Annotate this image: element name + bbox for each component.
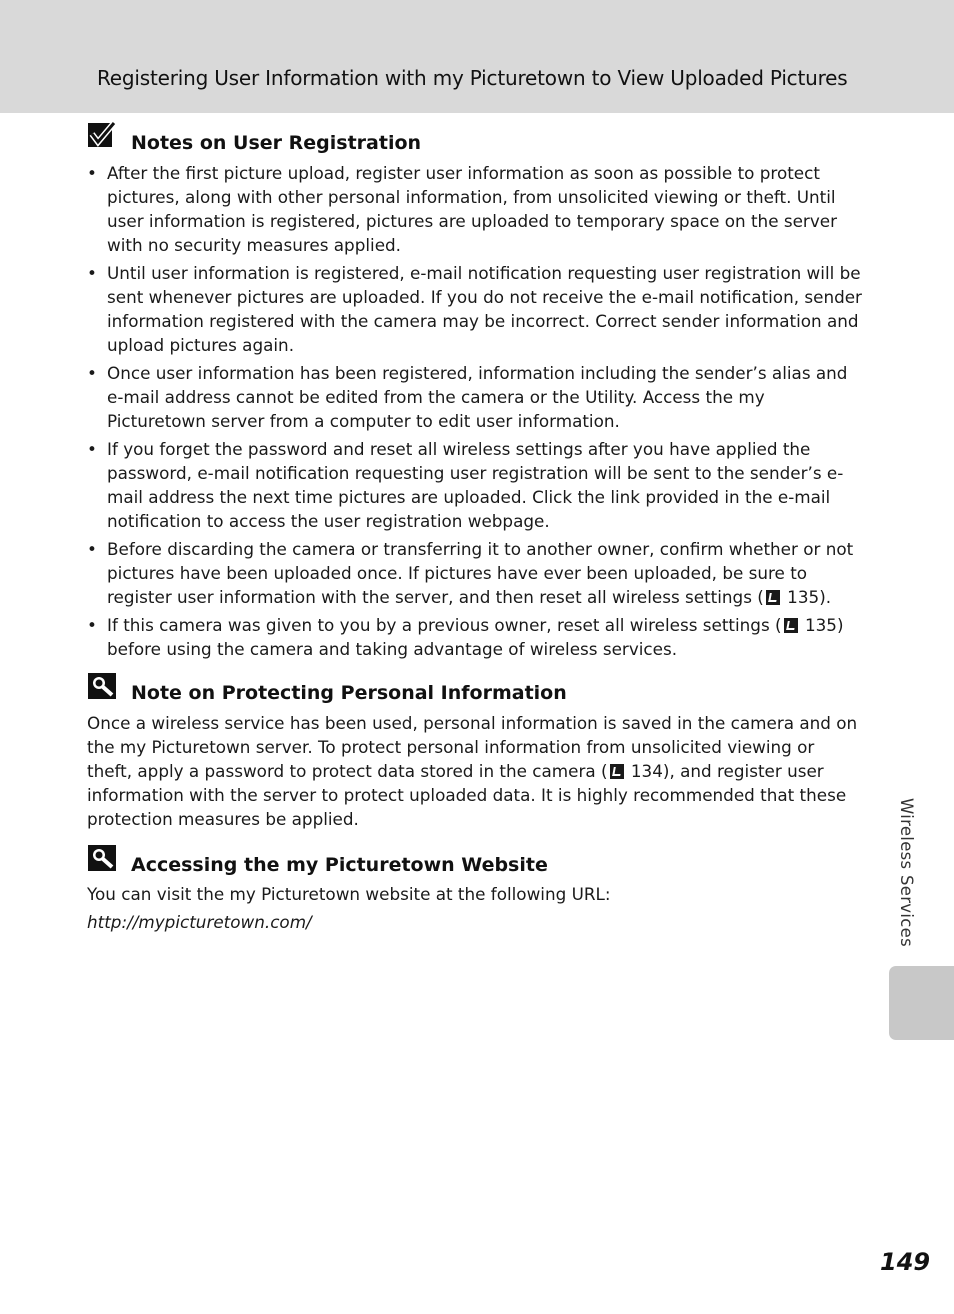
page-header <box>0 0 954 113</box>
page-reference-icon <box>610 764 624 779</box>
magnifier-icon <box>87 672 119 702</box>
side-section-label: Wireless Services <box>897 798 916 947</box>
page-reference-icon <box>766 590 780 605</box>
notes-title: Notes on User Registration <box>131 132 422 154</box>
list-item: • Once user information has been registered, information including the sender’s alias and e-mail address cannot be edited from the camera or the Utility. Access the my Picturetown server from a computer to edit user information. <box>87 363 848 431</box>
checkmark-icon <box>87 122 119 152</box>
notes-heading <box>87 122 863 156</box>
magnifier-icon <box>87 844 119 874</box>
notes-section <box>87 122 863 665</box>
side-tab <box>889 966 954 1040</box>
page-number: 149 <box>880 1248 931 1276</box>
website-heading <box>87 844 863 878</box>
protect-heading <box>87 672 863 706</box>
list-item: • If this camera was given to you by a previous owner, reset all wireless settings ( 135) before using the camera and taking advantage of wireless services. <box>87 615 844 659</box>
page-reference: 135 <box>787 587 820 607</box>
list-item: • If you forget the password and reset all wireless settings after you have applied the password, e-mail notification requesting user registration will be sent to the sender’s e-mail address the next time pictures are uploaded. Click the link provided in the e-mail notification to access the user registration webpage. <box>87 439 844 531</box>
list-item: • Until user information is registered, e-mail notification requesting user registration will be sent whenever pictures are uploaded. If you do not receive the e-mail notification, sender information registered with the camera may be incorrect. Correct sender information and upload pictures again. <box>87 263 862 355</box>
website-url[interactable]: http://mypicturetown.com/ <box>87 912 312 932</box>
page-reference: 135 <box>804 615 837 635</box>
list-item: • After the first picture upload, register user information as soon as possible to protect pictures, along with other personal information, from unsolicited viewing or theft. Until user information is registered, pictures are uploaded to temporary space on the server with no security measures applied. <box>87 163 837 255</box>
page-header-title: Registering User Information with my Picturetown to View Uploaded Pictures <box>97 66 848 90</box>
page-reference: 134 <box>630 761 663 781</box>
protect-section <box>87 672 863 831</box>
protect-paragraph: Once a wireless service has been used, personal information is saved in the camera and on the my Picturetown server. To protect personal information from unsolicited viewing or theft, apply a password to protect data stored in the camera ( 134), and register user information with the server to protect uploaded data. It is highly recommended that these protection measures be applied. <box>87 713 858 829</box>
notes-list <box>87 161 863 661</box>
list-item: • Before discarding the camera or transferring it to another owner, confirm whether or not pictures have been uploaded once. If pictures have ever been uploaded, be sure to register user information with the server, and then reset all wireless settings ( 135). <box>87 539 854 607</box>
protect-title: Note on Protecting Personal Information <box>131 682 567 704</box>
website-paragraph: You can visit the my Picturetown website at the following URL: <box>87 884 611 904</box>
page-reference-icon <box>784 618 798 633</box>
website-title: Accessing the my Picturetown Website <box>131 854 548 876</box>
website-section <box>87 844 863 934</box>
